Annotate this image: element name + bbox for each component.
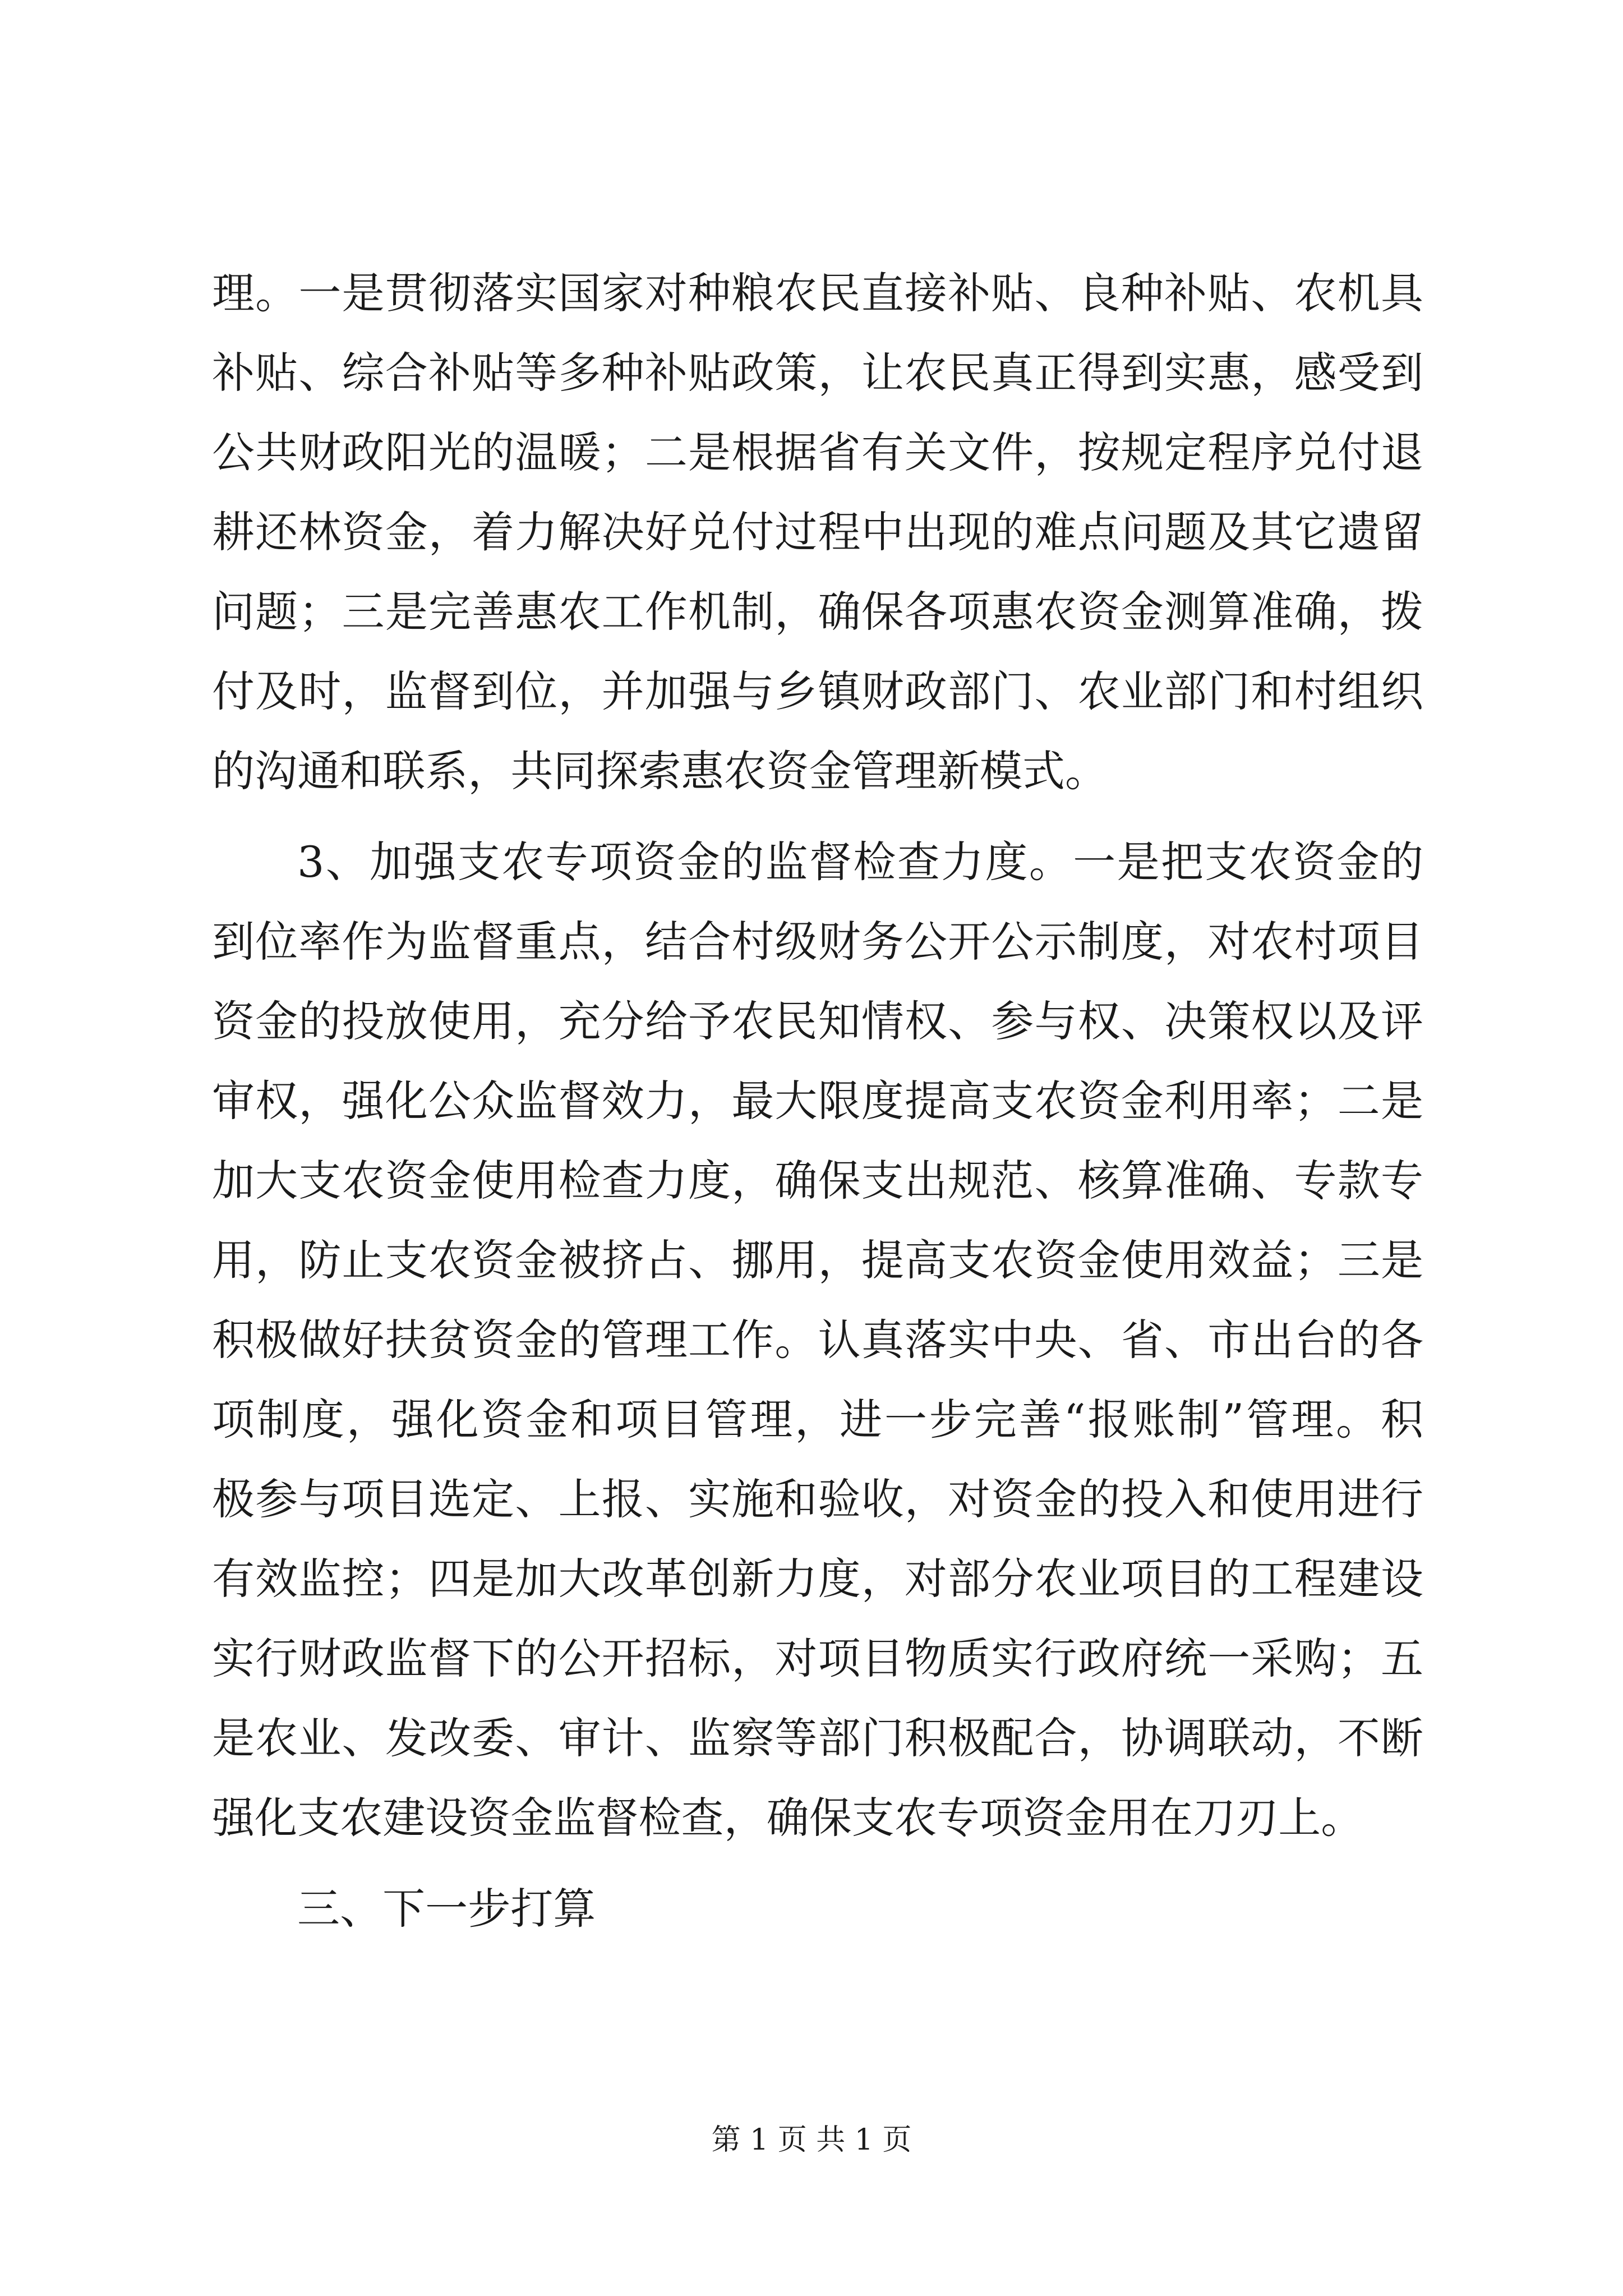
paragraph-spacer <box>212 1858 1423 1869</box>
text-line: 的沟通和联系，共同探索惠农资金管理新模式。 <box>212 746 1108 796</box>
text-line: 公共财政阳光的温暖；二是根据省有关文件，按规定程序兑付退 <box>212 427 1423 477</box>
text-line: 是农业、发改委、审计、监察等部门积极配合，协调联动，不断 <box>212 1713 1423 1763</box>
text-line: 审权，强化公众监督效力，最大限度提高支农资金利用率；二是 <box>212 1076 1423 1126</box>
text-line: 理。一是贯彻落实国家对种粮农民直接补贴、良种补贴、农机具 <box>212 268 1423 318</box>
text-line: 项制度，强化资金和项目管理，进一步完善“报账制”管理。积 <box>212 1395 1423 1444</box>
page-footer: 第 1 页 共 1 页 <box>711 2123 912 2157</box>
text-line: 补贴、综合补贴等多种补贴政策，让农民真正得到实惠，感受到 <box>212 348 1423 398</box>
text-line: 到位率作为监督重点，结合村级财务公开公示制度，对农村项目 <box>212 917 1423 967</box>
text-line: 极参与项目选定、上报、实施和验收，对资金的投入和使用进行 <box>212 1474 1423 1524</box>
paragraph-spacer <box>212 811 1423 822</box>
text-line: 用，防止支农资金被挤占、挪用，提高支农资金使用效益；三是 <box>212 1235 1423 1285</box>
section-heading: 三、下一步打算 <box>297 1884 596 1934</box>
text-line: 积极做好扶贫资金的管理工作。认真落实中央、省、市出台的各 <box>212 1315 1423 1365</box>
paragraph-2 <box>212 822 1423 1858</box>
paragraph-1 <box>212 254 1423 811</box>
text-line: 有效监控；四是加大改革创新力度，对部分农业项目的工程建设 <box>212 1554 1423 1604</box>
text-line: 强化支农建设资金监督检查，确保支农专项资金用在刀刃上。 <box>212 1793 1364 1843</box>
text-line: 实行财政监督下的公开招标，对项目物质实行政府统一采购；五 <box>212 1634 1423 1683</box>
text-line: 3、加强支农专项资金的监督检查力度。一是把支农资金的 <box>297 837 1423 887</box>
text-line: 资金的投放使用，充分给予农民知情权、参与权、决策权以及评 <box>212 996 1423 1046</box>
text-line: 加大支农资金使用检查力度，确保支出规范、核算准确、专款专 <box>212 1156 1423 1205</box>
document-body <box>212 254 1423 1949</box>
text-line: 问题；三是完善惠农工作机制，确保各项惠农资金测算准确，拨 <box>212 587 1423 637</box>
text-line: 耕还林资金，着力解决好兑付过程中出现的难点问题及其它遗留 <box>212 507 1423 557</box>
text-line: 付及时，监督到位，并加强与乡镇财政部门、农业部门和村组织 <box>212 666 1423 716</box>
